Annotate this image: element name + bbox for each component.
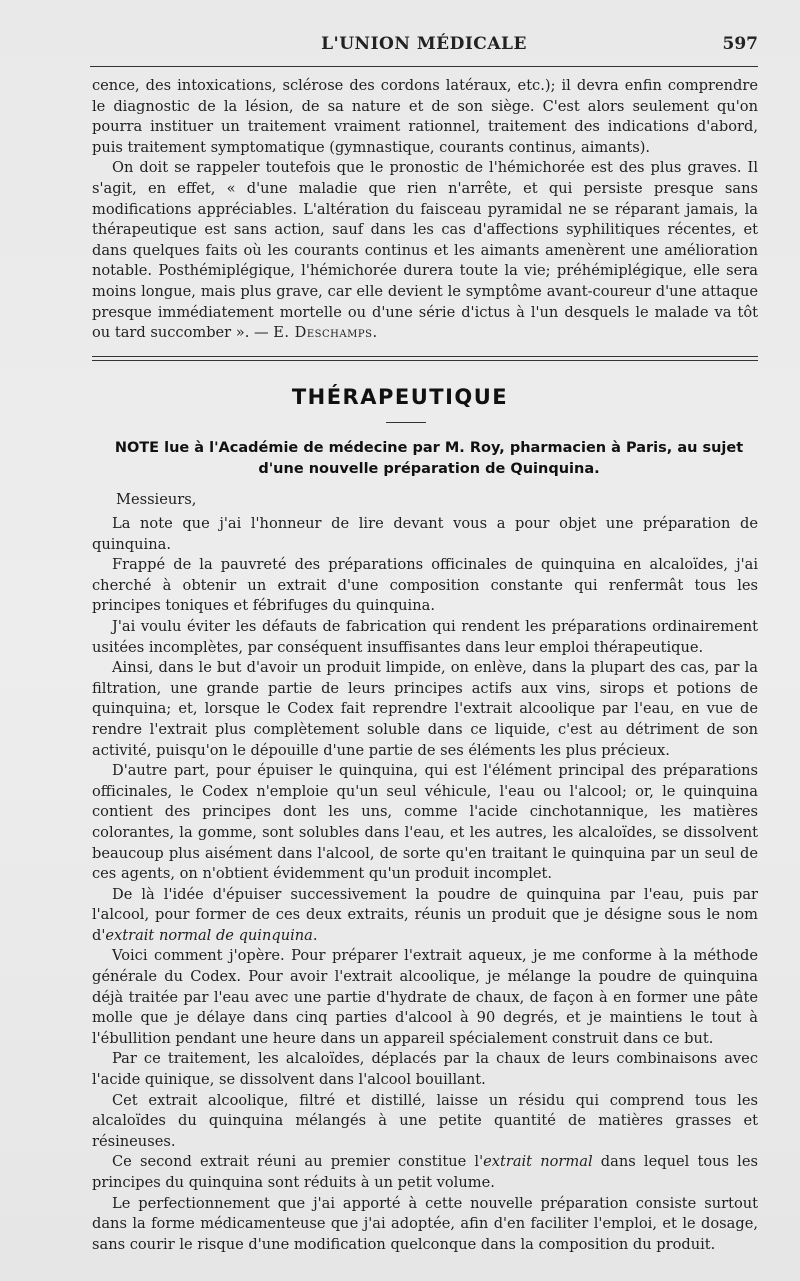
note-paragraph-4: Ainsi, dans le but d'avoir un produit limpide, on enlève, dans la plupart des cas, par la filtration, une grande partie de leurs principes actifs aux vins, sirops et potions de quinquina; et, lorsque le Codex fait reprendre l'extrait alcoolique par l'eau, en vue de rendre l'extrait plus complètement soluble dans ce liquide, c'est au détriment de son activité, puisqu'on le dépouille d'une partie de ses éléments les plus précieux.	[92, 659, 758, 759]
intro-paragraph-1: cence, des intoxications, sclérose des cordons latéraux, etc.); il devra enfin comprendre le diagnostic de la lésion, de sa nature et de son siège. C'est alors seulement qu'on pourra instituer un traitement vraiment rationnel, traitement des indications d'abord, puis traitement symptomatique (gymnastique, courants continus, aimants).	[92, 77, 758, 156]
running-title: L'UNION MÉDICALE	[321, 34, 527, 54]
note-paragraph-7: Voici comment j'opère. Pour préparer l'extrait aqueux, je me conforme à la méthode générale du Codex. Pour avoir l'extrait alcoolique, je mélange la poudre de quinquina déjà traitée par l'eau avec une partie d'hydrate de chaux, de façon à en former une pâte molle que je délaye dans cinq parties d'alcool à 90 degrés, et je maintiens le tout à l'ébullition pendant une heure dans un appareil spécialement construit dans ce but.	[92, 947, 758, 1047]
note-paragraph-10-text: Ce second extrait réuni au premier constitue l'	[112, 1153, 484, 1171]
section-divider	[92, 356, 758, 361]
note-paragraph-6-emphasis: extrait normal de quinquina	[105, 926, 313, 944]
page-number: 597	[722, 34, 758, 54]
note-paragraph-8: Par ce traitement, les alcaloïdes, déplacés par la chaux de leurs combinaisons avec l'acide quinique, se dissolvent dans l'alcool bouillant.	[92, 1050, 758, 1089]
note-body	[92, 514, 758, 1255]
section-title: THÉRAPEUTIQUE	[291, 385, 509, 409]
note-paragraph-1: La note que j'ai l'honneur de lire devant vous a pour objet une préparation de quinquina.	[92, 515, 758, 553]
intro-text	[92, 76, 758, 344]
page-header	[90, 34, 758, 60]
note-title: NOTE lue à l'Académie de médecine par M. Roy, pharmacien à Paris, au sujet d'une nouvelle préparation de Quinquina.	[114, 440, 744, 477]
note-paragraph-11: Le perfectionnement que j'ai apporté à cette nouvelle préparation consiste surtout dans la forme médicamenteuse que j'ai adoptée, afin d'en faciliter l'emploi, et le dosage, sans courir le risque d'une modification quelconque dans la composition du produit.	[92, 1194, 758, 1253]
note-paragraph-3: J'ai voulu éviter les défauts de fabrication qui rendent les préparations ordinairement usitées incomplètes, par conséquent insuffisantes dans leur emploi thérapeutique.	[92, 617, 758, 656]
note-paragraph-10	[92, 1152, 758, 1193]
note-paragraph-6	[92, 885, 758, 947]
note-paragraph-2: Frappé de la pauvreté des préparations officinales de quinquina en alcaloïdes, j'ai cherché à obtenir un extrait d'une composition constante qui renfermât tous les principes toniques et fébrifuges du quinquina.	[92, 556, 758, 615]
intro-paragraph-2-text: On doit se rappeler toutefois que le pronostic de l'hémichorée est des plus graves. Il s'agit, en effet, « d'une maladie que rien n'arrête, et qui persiste presque sans modifications appréciables. L'altération du faisceau pyramidal ne se réparant jamais, la thérapeutique est sans action, sauf dans les cas d'affections syphilitiques récentes, et dans quelques faits où les courants continus et les aimants amenèrent une amélioration notable. Posthémiplégique, l'hémichorée durera toute la vie; préhémiplégique, elle sera moins longue, mais plus grave, car elle devient le symptôme avant-coureur d'une attaque presque immédiatement mortelle ou d'une série d'ictus à l'un desquels le malade va tôt ou tard succomber ». —	[92, 159, 758, 342]
salutation: Messieurs,	[116, 491, 197, 508]
intro-paragraph-2	[92, 158, 758, 343]
article-author: E. Deschamps.	[273, 324, 378, 342]
note-paragraph-10-end: dans lequel tous les principes du quinquina sont réduits à un petit volume.	[92, 1153, 758, 1191]
note-paragraph-9: Cet extrait alcoolique, filtré et distillé, laisse un résidu qui comprend tous les alcaloïdes du quinquina mélangés à une petite quantité de matières grasses et résineuses.	[92, 1091, 758, 1150]
title-ornament-rule	[386, 422, 426, 423]
header-rule	[90, 66, 758, 67]
note-paragraph-10-emphasis: extrait normal	[483, 1153, 593, 1171]
note-paragraph-6-text: De là l'idée d'épuiser successivement la poudre de quinquina par l'eau, puis par l'alcool, pour former de ces deux extraits, réunis un produit que je désigne sous le nom d'	[92, 885, 758, 944]
note-paragraph-5: D'autre part, pour épuiser le quinquina, qui est l'élément principal des préparations officinales, le Codex n'emploie qu'un seul véhicule, l'eau ou l'alcool; or, le quinquina contient des principes dont les uns, comme l'acide cinchotannique, les matières colorantes, la gomme, sont solubles dans l'eau, et les autres, les alcaloïdes, se dissolvent beaucoup plus aisément dans l'alcool, de sorte qu'en traitant le quinquina par un seul de ces agents, on n'obtient évidemment qu'un produit incomplet.	[92, 762, 758, 883]
note-paragraph-6-end: .	[312, 926, 318, 944]
